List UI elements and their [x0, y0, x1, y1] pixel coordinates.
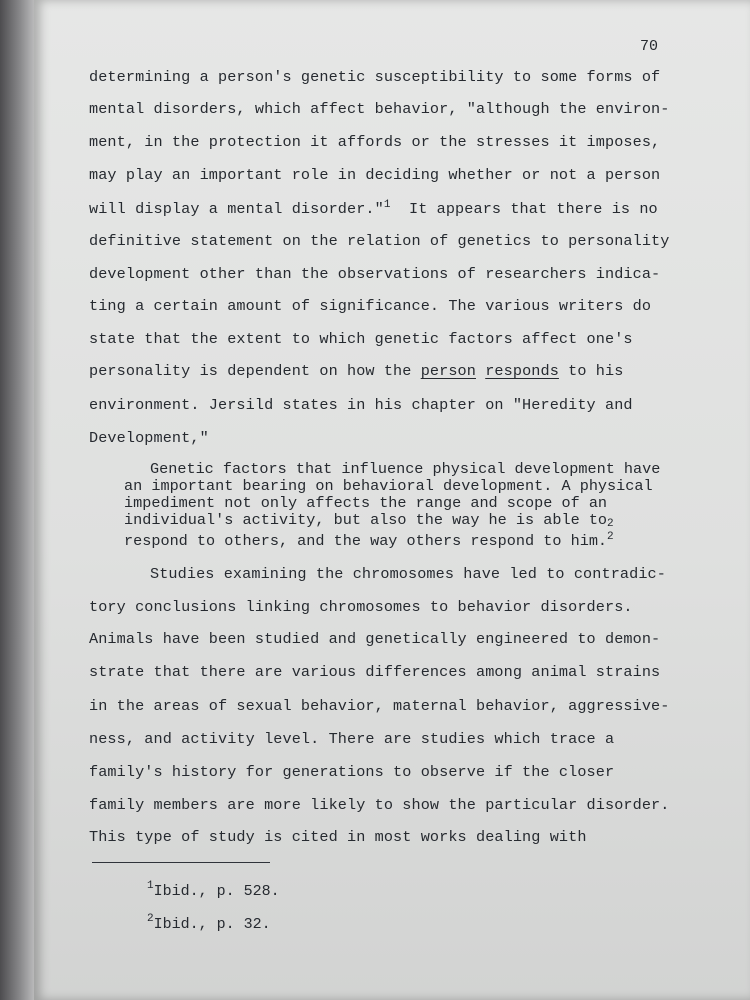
body-line: Animals have been studied and genetically engineered to demon- — [89, 630, 661, 648]
body-line: family's history for generations to observe if the closer — [89, 763, 615, 781]
body-line: ting a certain amount of significance. The various writers do — [89, 297, 652, 315]
body-line: definitive statement on the relation of genetics to personality — [89, 232, 670, 250]
text-segment: personality is dependent on how the — [89, 362, 421, 380]
footnote-text: Ibid., p. 32. — [153, 916, 271, 933]
footnote-ref: 2 — [607, 531, 614, 543]
body-line-underlined — [89, 362, 623, 380]
footnote-text: Ibid., p. 528. — [153, 883, 280, 900]
body-line: ment, in the protection it affords or the stresses it imposes, — [89, 133, 661, 151]
body-line: ness, and activity level. There are studies which trace a — [89, 730, 615, 748]
body-line: strate that there are various differences among animal strains — [89, 663, 661, 681]
footnote-ref: 2 — [607, 518, 614, 530]
body-line: This type of study is cited in most works dealing with — [89, 828, 587, 846]
footnote-number: 1 — [147, 880, 154, 892]
body-line: tory conclusions linking chromosomes to behavior disorders. — [89, 598, 633, 616]
block-quote-line: impediment not only affects the range and scope of an — [124, 494, 608, 512]
adjacent-page-edge — [0, 0, 34, 1000]
block-quote-line — [124, 529, 614, 550]
body-line: family members are more likely to show the particular disorder. — [89, 796, 670, 814]
footnote-separator — [92, 862, 270, 863]
underlined-word: person — [420, 362, 476, 380]
body-line: mental disorders, which affect behavior, "although the environ- — [89, 100, 670, 118]
body-line: environment. Jersild states in his chapter on "Heredity and — [89, 396, 633, 414]
body-line: determining a person's genetic susceptibility to some forms of — [89, 68, 661, 86]
block-quote-line: an important bearing on behavioral development. A physical — [124, 477, 653, 495]
footnote-ref: 1 — [383, 199, 391, 211]
text-segment: It appears that there is no — [390, 200, 658, 218]
document-page — [34, 0, 750, 1000]
text-segment: individual's activity, but also the way he is able to — [124, 511, 608, 529]
body-line: in the areas of sexual behavior, maternal behavior, aggressive- — [89, 697, 670, 715]
underlined-word: responds — [485, 362, 559, 380]
text-segment: respond to others, and the way others respond to him. — [124, 532, 608, 550]
body-line: Development," — [89, 429, 209, 447]
body-line: Studies examining the chromosomes have led to contradic- — [150, 565, 666, 583]
body-line: state that the extent to which genetic factors affect one's — [89, 330, 633, 348]
page-number: 70 — [640, 38, 659, 55]
text-segment: to his — [558, 362, 624, 380]
block-quote-line: Genetic factors that influence physical development have — [150, 460, 661, 478]
footnote — [147, 880, 280, 900]
footnote — [147, 913, 271, 933]
text-segment — [476, 362, 485, 380]
footnote-number: 2 — [147, 913, 154, 925]
text-segment: will display a mental disorder." — [89, 200, 384, 218]
body-line: may play an important role in deciding whether or not a person — [89, 166, 661, 184]
body-line-with-note — [89, 199, 658, 218]
body-line: development other than the observations of researchers indica- — [89, 265, 661, 283]
